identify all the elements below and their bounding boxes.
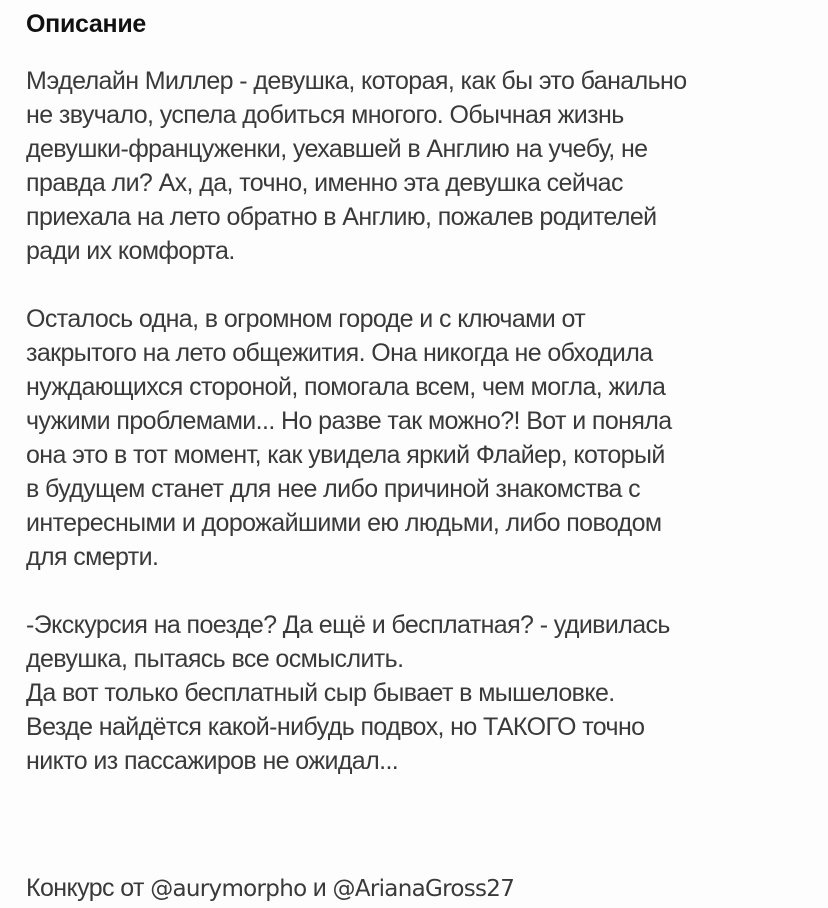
description-paragraph-3 <box>26 608 806 778</box>
text-line: девушки-француженки, уехавшей в Англию на учебу, не <box>26 135 648 163</box>
text-line: приехала на лето обратно в Англию, пожалев родителей <box>26 203 657 231</box>
description-body <box>26 64 806 778</box>
text-line: Мэделайн Миллер - девушка, которая, как бы это банально <box>26 67 687 95</box>
text-line: в будущем станет для нее либо причиной знакомства с <box>26 475 641 503</box>
text-line: Осталось одна, в огромном городе и с ключами от <box>26 305 586 333</box>
text-line: девушка, пытаясь все осмыслить. <box>26 645 404 673</box>
text-line: Да вот только бесплатный сыр бывает в мышеловке. <box>26 679 615 707</box>
mention-link-aurymorpho[interactable]: @aurymorpho <box>150 876 307 902</box>
text-line: Везде найдётся какой-нибудь подвох, но ТАКОГО точно <box>26 713 645 741</box>
text-line: для смерти. <box>26 543 159 571</box>
text-line: ради их комфорта. <box>26 237 235 265</box>
contest-credit <box>26 872 514 905</box>
text-line: -Экскурсия на поезде? Да ещё и бесплатная? - удивилась <box>26 611 670 639</box>
description-paragraph-1 <box>26 64 806 268</box>
section-title: Описание <box>26 10 146 38</box>
credit-prefix: Конкурс от <box>26 874 151 902</box>
text-line: нуждающихся стороной, помогала всем, чем могла, жила <box>26 373 666 401</box>
text-line: никто из пассажиров не ожидал... <box>26 747 399 775</box>
mention-link-arianagross27[interactable]: @ArianaGross27 <box>332 876 515 902</box>
text-line: она это в тот момент, как увидела яркий Флайер, который <box>26 441 665 469</box>
text-line: чужими проблемами... Но разве так можно?! Вот и поняла <box>26 407 672 435</box>
text-line: интересными и дорожайшими ею людьми, либо поводом <box>26 509 662 537</box>
text-line: закрытого на лето общежития. Она никогда не обходила <box>26 339 653 367</box>
text-line: не звучало, успела добиться многого. Обычная жизнь <box>26 101 624 129</box>
text-line: правда ли? Ах, да, точно, именно эта девушка сейчас <box>26 169 623 197</box>
description-paragraph-2 <box>26 302 806 574</box>
credit-joiner: и <box>306 874 333 902</box>
